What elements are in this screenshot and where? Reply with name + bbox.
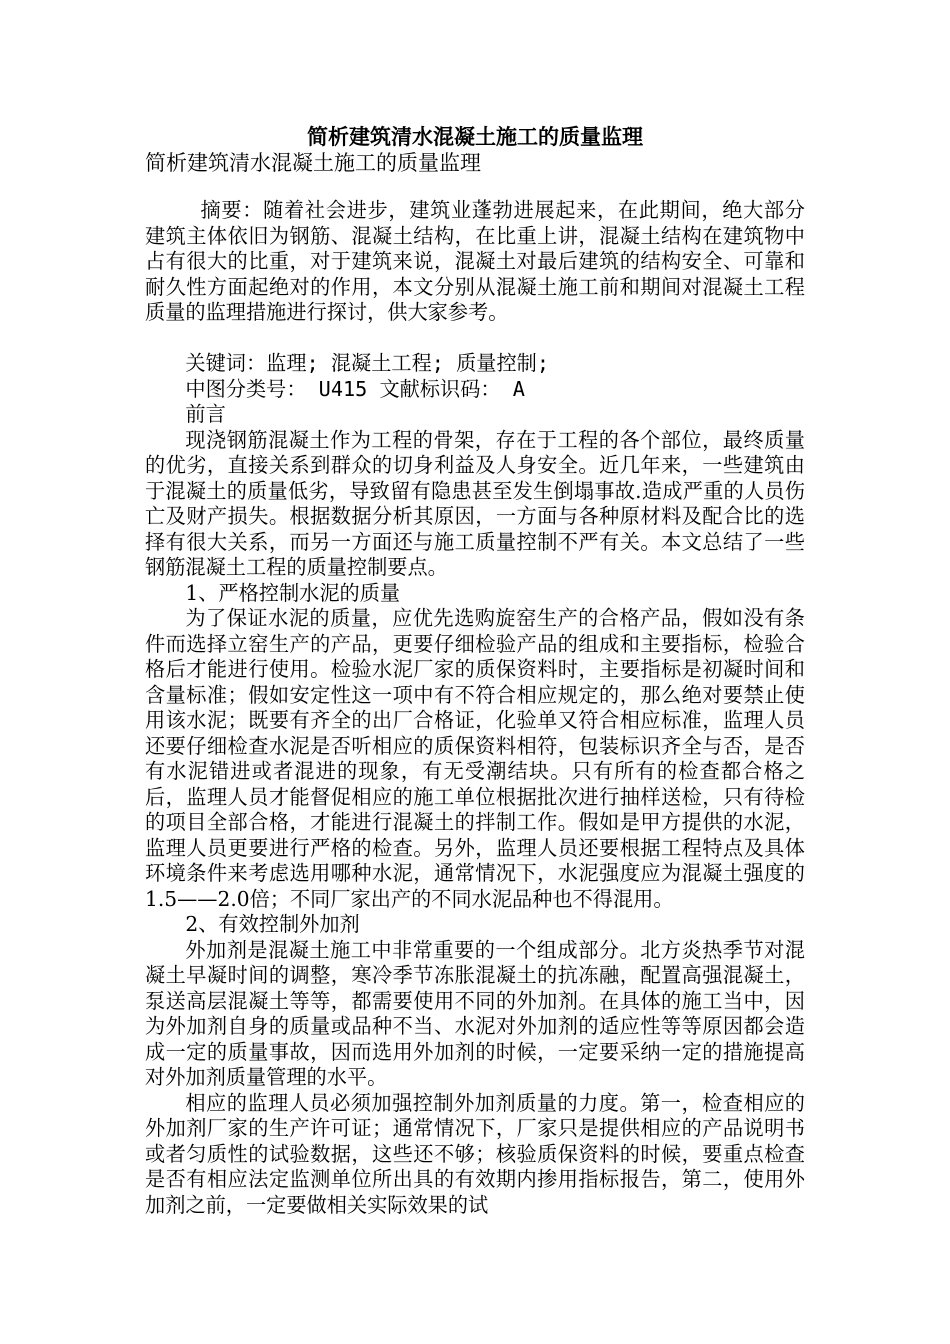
preface-heading: 前言: [185, 402, 226, 426]
classification-line: 中图分类号： U415 文献标识码： A: [185, 376, 525, 401]
section-2-heading: 2、有效控制外加剂: [185, 912, 360, 936]
section-2-paragraph-2: 相应的监理人员必须加强控制外加剂质量的力度。第一，检查相应的外加剂厂家的生产许可证；通常情况下，厂家只是提供相应的产品说明书或者匀质性的试验数据，这些还不够；核验质保资料的时候，要重点检查是否有相应法定监测单位所出具的有效期内掺用指标报告，第二，使用外加剂之前，一定要做相关实际效果的试: [145, 1090, 805, 1217]
document-subtitle: 简析建筑清水混凝土施工的质量监理: [145, 151, 481, 175]
abstract-paragraph: 摘要：随着社会进步，建筑业蓬勃进展起来，在此期间，绝大部分建筑主体依旧为钢筋、混凝土结构，在比重上讲，混凝土结构在建筑物中占有很大的比重，对于建筑来说，混凝土对最后建筑的结构安全、可靠和耐久性方面起绝对的作用，本文分别从混凝土施工前和期间对混凝土工程质量的监理措施进行探讨，供大家参考。: [145, 198, 805, 324]
section-2-paragraph-1: 外加剂是混凝土施工中非常重要的一个组成部分。北方炎热季节对混凝土早凝时间的调整，寒冷季节冻胀混凝土的抗冻融，配置高强混凝土，泵送高层混凝土等等，都需要使用不同的外加剂。在具体的施工当中，因为外加剂自身的质量或品种不当、水泥对外加剂的适应性等等原因都会造成一定的质量事故，因而选用外加剂的时候，一定要采纳一定的措施提高对外加剂质量管理的水平。: [145, 937, 805, 1089]
document-title: 简析建筑清水混凝土施工的质量监理: [307, 125, 643, 149]
keywords-line: 关键词：监理; 混凝土工程; 质量控制;: [185, 351, 549, 375]
section-1-heading: 1、严格控制水泥的质量: [185, 580, 401, 605]
section-1-paragraph: 为了保证水泥的质量，应优先选购旋窑生产的合格产品，假如没有条件而选择立窑生产的产品，更要仔细检验产品的组成和主要指标，检验合格后才能进行使用。检验水泥厂家的质保资料时，主要指标是初凝时间和含量标准；假如安定性这一项中有不符合相应规定的，那么绝对要禁止使用该水泥；既要有齐全的出厂合格证，化验单又符合相应标准，监理人员还要仔细检查水泥是否听相应的质保资料相符，包装标识齐全与否，是否有水泥错进或者混进的现象，有无受潮结块。只有所有的检查都合格之后，监理人员才能督促相应的施工单位根据批次进行抽样送检，只有待检的项目全部合格，才能进行混凝土的拌制工作。假如是甲方提供的水泥，监理人员更要进行严格的检查。另外，监理人员还要根据工程特点及具体环境条件来考虑选用哪种水泥，通常情况下，水泥强度应为混凝土强度的1.5——2.0倍；不同厂家出产的不同水泥品种也不得混用。: [145, 606, 805, 911]
preface-paragraph: 现浇钢筋混凝土作为工程的骨架，存在于工程的各个部位，最终质量的优劣，直接关系到群众的切身利益及人身安全。近几年来，一些建筑由于混凝土的质量低劣，导致留有隐患甚至发生倒塌事故.造成严重的人员伤亡及财产损失。根据数据分析其原因，一方面与各种原材料及配合比的选择有很大关系，而另一方面还与施工质量控制不严有关。本文总结了一些钢筋混凝土工程的质量控制要点。: [145, 427, 805, 579]
document-body: [145, 198, 805, 1218]
